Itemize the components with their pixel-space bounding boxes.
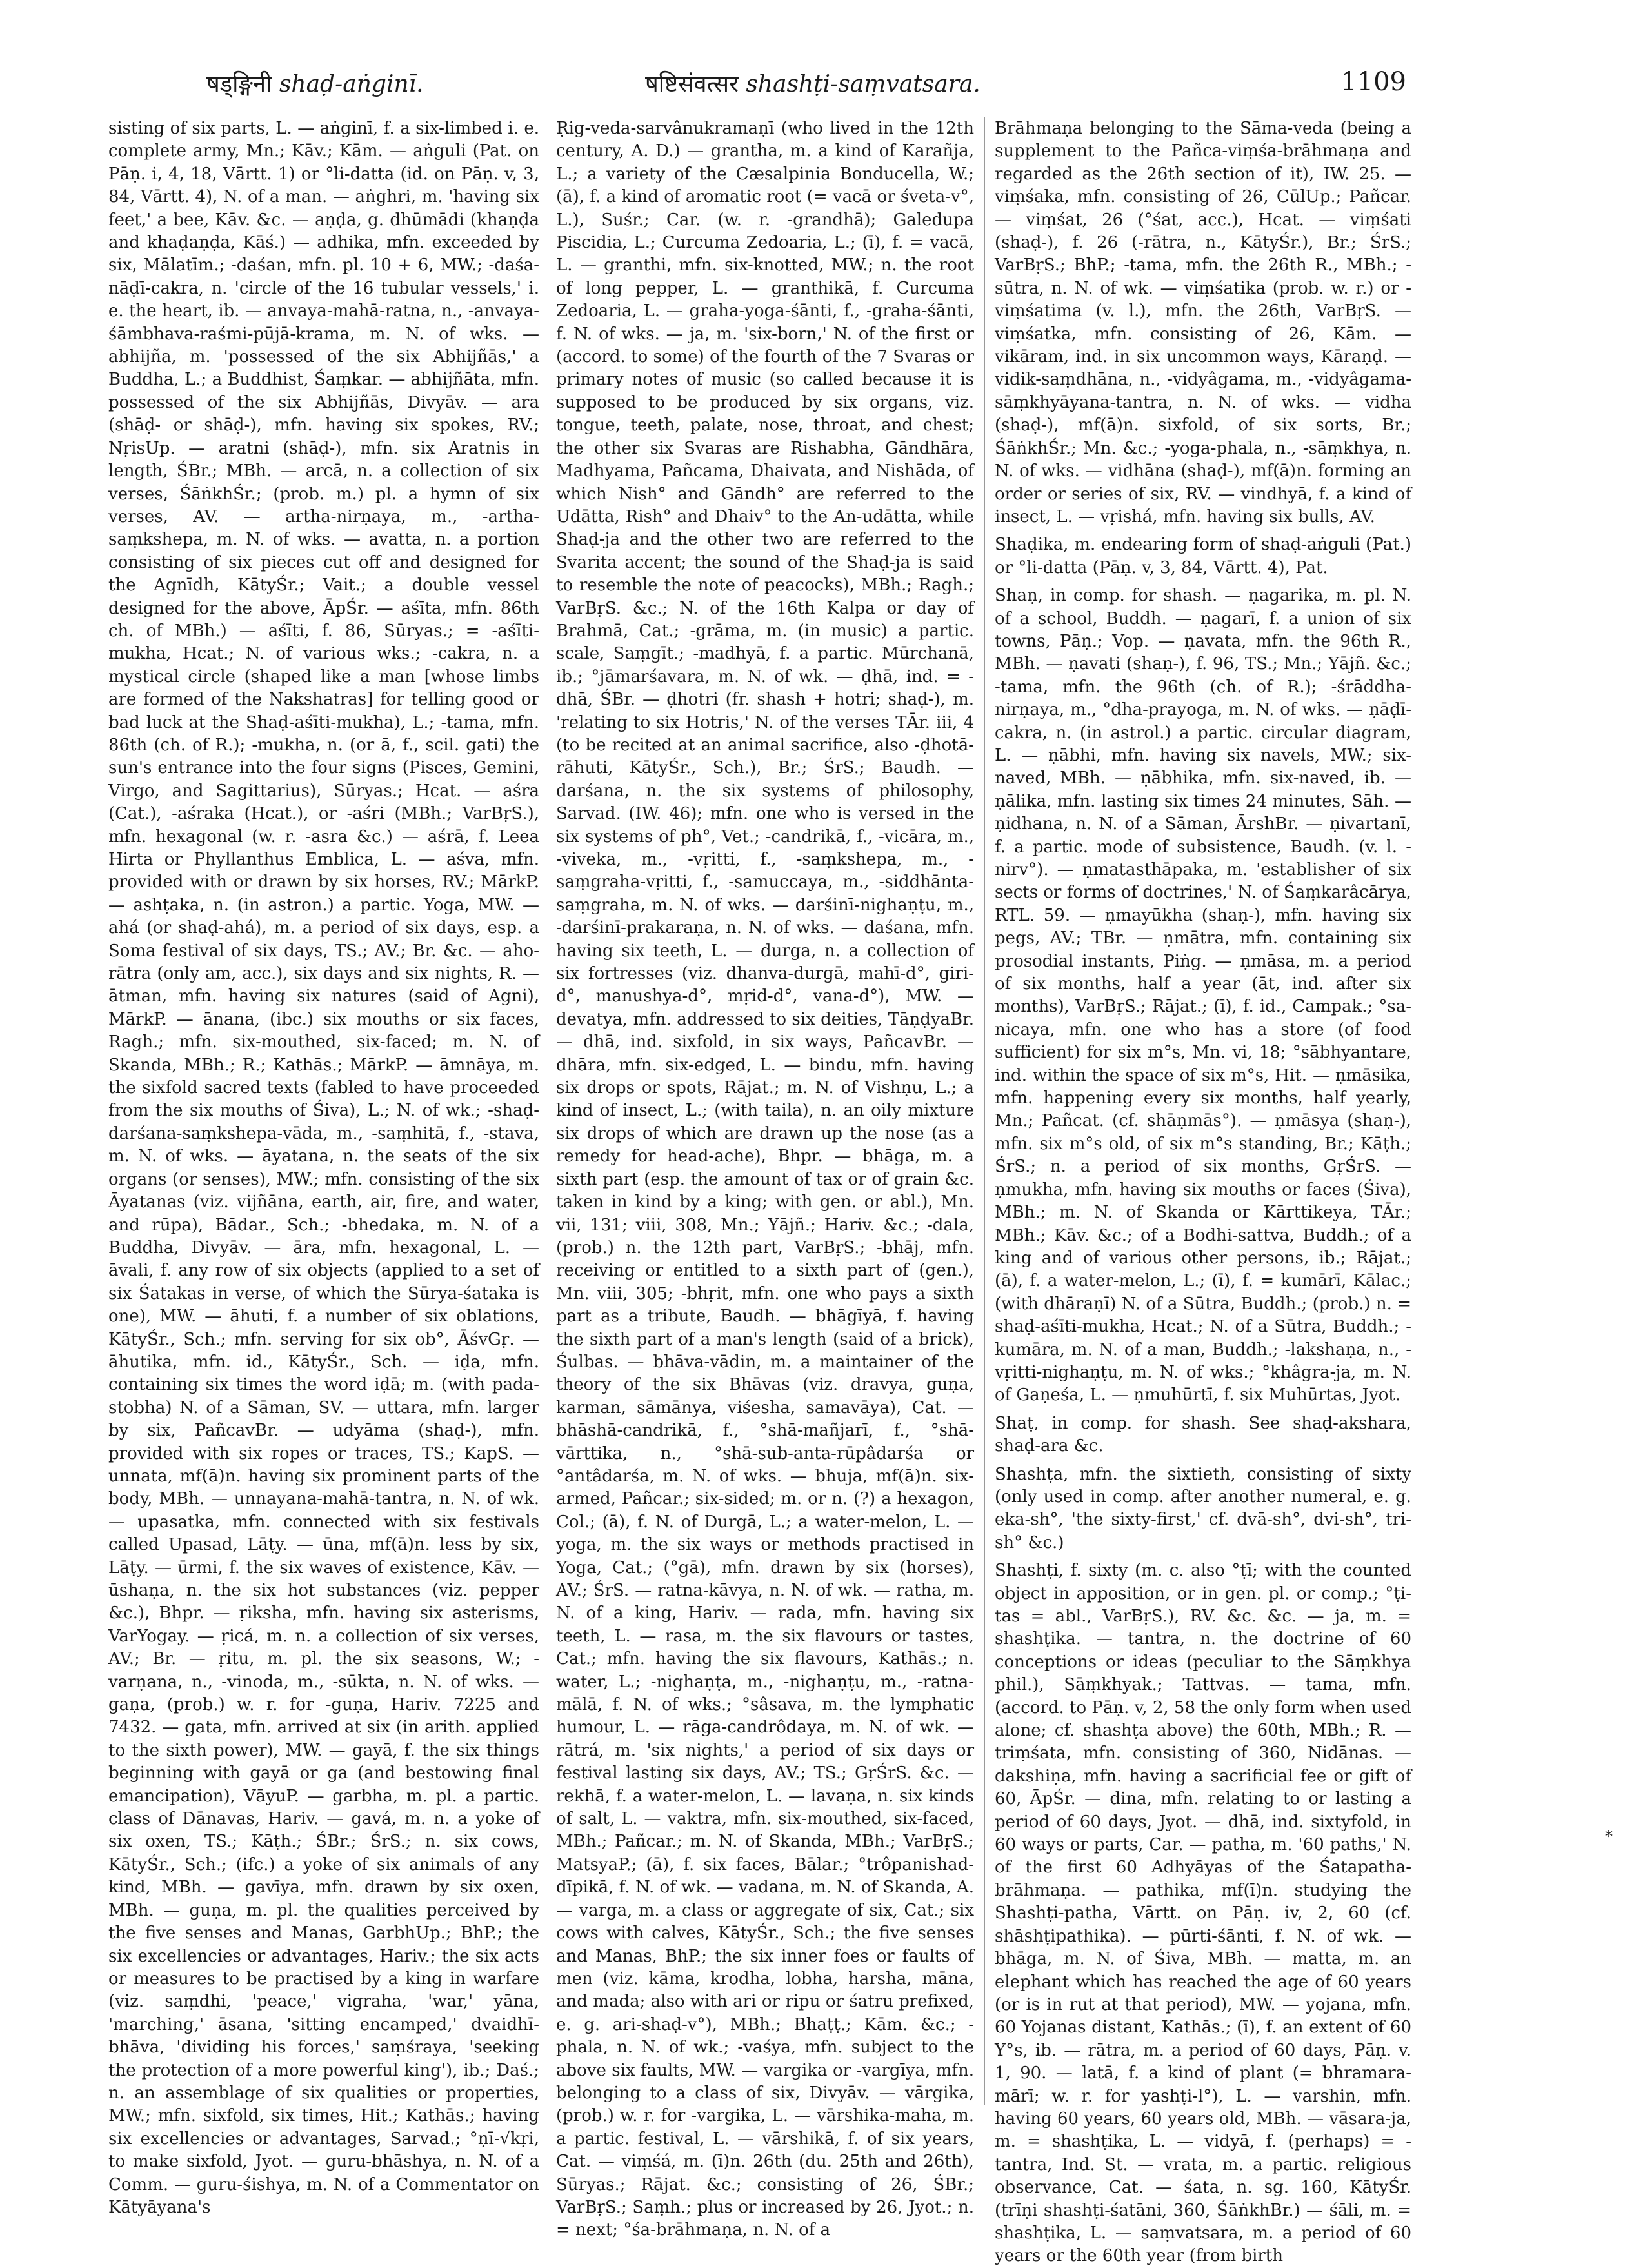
header-mid-devanagari: षष्टिसंवत्सर — [645, 71, 739, 97]
page-header — [116, 67, 1406, 106]
page-number: 1109 — [1340, 67, 1406, 97]
dictionary-entry: Shashṭa, mfn. the sixtieth, consisting of sixty (only used in comp. after another numeral, e. g. eka-sh°, 'the sixty-first,' cf. dvā-sh°, dvi-sh°, tri-sh° &c.) — [995, 1464, 1411, 1552]
dictionary-entry: Shashṭi, f. sixty (m. c. also °ṭī; with the counted object in apposition, or in gen. pl. or comp.; °ṭi-tas = abl., VarBṛS.), RV. &c. &c. — ja, m. = shashṭika. — tantra, n. the doctrine of 60 conceptions or ideas (peculiar to the Sāṃkhya phil.), Sāṃkhyak.; Tattvas. — tama, mfn. (accord. to Pāṇ. v, 2, 58 the only form when used alone; cf. shashṭa above) the 60th, MBh.; R. — triṃśata, mfn. consisting of 360, Nidānas. — dakshiṇa, mfn. having a sacrificial fee or gift of 60, ĀpŚr. — dina, mfn. relating to or lasting a period of 60 days, Jyot. — dhā, ind. sixtyfold, in 60 ways or parts, Car. — patha, m. '60 paths,' N. of the first 60 Adhyāyas of the Śatapatha-brāhmaṇa. — pathika, mf(ī)n. studying the Shashṭi-patha, Vārtt. on Pāṇ. iv, 2, 60 (cf. shāshṭipathika). — pūrti-śānti, f. N. of wk. — bhāga, m. N. of Śiva, MBh. — matta, m. an elephant which has reached the age of 60 years (or is in rut at that period), MW. — yojana, mfn. 60 Yojanas distant, Kathās.; (ī), f. an extent of 60 Y°s, ib. — rātra, m. a period of 60 days, Pāṇ. v. 1, 90. — latā, f. a kind of plant (= bhramara-mārī; w. r. for yashṭi-l°), L. — varshin, mfn. having 60 years, 60 years old, MBh. — vāsara-ja, m. = shashṭika, L. — vidyā, f. (perhaps) = -tantra, Ind. St. — vrata, m. a partic. religious observance, Cat. — śata, n. sg. 160, KātyŚr. (trīṇi shashṭi-śatāni, 360, ŚāṅkhBr.) — śāli, m. = shashṭika, L. — saṃvatsara, m. a period of 60 years or the 60th year (from birth — [995, 1561, 1411, 2266]
dictionary-entry: Brāhmaṇa belonging to the Sāma-veda (being a supplement to the Pañca-viṃśa-brāhmaṇa and regarded as the 26th section of it), IW. 25. — viṃśaka, mfn. consisting of 26, CūlUp.; Pañcar. — viṃśat, 26 (°śat, acc.), Hcat. — viṃśati (shaḍ-), f. 26 (-rātra, n., KātyŚr.), Br.; ŚrS.; VarBṛS.; BhP.; -tama, mfn. the 26th R., MBh.; -sūtra, n. N. of wk. — viṃśatika (prob. w. r.) or -viṃśatima (v. l.), mfn. the 26th, VarBṛS. — viṃśatka, mfn. consisting of 26, Kām. — vikāram, ind. in six uncommon ways, Kāraṇḍ. — vidik-saṃdhāna, n., -vidyâgama, m., -vidyâgama-sāṃkhyāyana-tantra, n. N. of wks. — vidha (shaḍ-), mf(ā)n. sixfold, of six sorts, Br.; ŚāṅkhŚr.; Mn. &c.; -yoga-phala, n., -sāṃkhya, n. N. of wks. — vidhāna (shaḍ-), mf(ā)n. forming an order or series of six, RV. — vindhyā, f. a kind of insect, L. — vṛishá, mfn. having six bulls, AV. — [995, 119, 1411, 527]
column-3 — [995, 117, 1411, 2266]
header-mid-roman: shashṭi-saṃvatsara. — [746, 71, 981, 97]
header-left-roman: shaḍ-aṅginī. — [279, 71, 424, 97]
dictionary-entry: Shaḍika, m. endearing form of shaḍ-aṅguli (Pat.) or °li-datta (Pāṇ. v, 3, 84, Vārtt. 4), Pat. — [995, 535, 1411, 577]
dictionary-entry: sisting of six parts, L. — aṅginī, f. a six-limbed i. e. complete army, Mn.; Kāv.; Kām. — aṅguli (Pat. on Pāṇ. i, 4, 18, Vārtt. 1) or °li-datta (id. on Pāṇ. v, 3, 84, Vārtt. 4), N. of a man. — aṅghri, m. 'having six feet,' a bee, Kāv. &c. — aṇḍa, g. dhūmādi (khaṇḍa and khaḍaṇḍa, Kāś.) — adhika, mfn. exceeded by six, Mālatīm.; -daśan, mfn. pl. 10 + 6, MW.; -daśa-nāḍī-cakra, n. 'circle of the 16 tubular vessels,' i. e. the heart, ib. — anvaya-mahā-ratna, n., -anvaya-śāmbhava-raśmi-pūjā-krama, m. N. of wks. — abhijña, m. 'possessed of the six Abhijñās,' a Buddha, L.; a Buddhist, Śaṃkar. — abhijñāta, mfn. possessed of the six Abhijñās, Divyāv. — ara (shāḍ- or shāḍ-), mfn. having six spokes, RV.; NṛisUp. — aratni (shāḍ-), mfn. six Aratnis in length, ŚBr.; MBh. — arcā, n. a collection of six verses, ŚāṅkhŚr.; (prob. m.) pl. a hymn of six verses, AV. — artha-nirṇaya, m., -artha-saṃkshepa, m. N. of wks. — avatta, n. a portion consisting of six pieces cut off and designed for the Agnīdh, KātyŚr.; Vait.; a double vessel designed for the above, ĀpŚr. — aśīta, mfn. 86th ch. of MBh.) — aśīti, f. 86, Sūryas.; = -aśīti-mukha, Hcat.; N. of various wks.; -cakra, n. a mystical circle (shaped like a man [whose limbs are formed of the Nakshatras] for telling good or bad luck at the Shaḍ-aśīti-mukha), L.; -tama, mfn. 86th (ch. of R.); -mukha, n. (or ā, f., scil. gati) the sun's entrance into the four signs (Pisces, Gemini, Virgo, and Sagittarius), Sūryas.; Hcat. — aśra (Cat.), -aśraka (Hcat.), or -aśri (MBh.; VarBṛS.), mfn. hexagonal (w. r. -asra &c.) — aśrā, f. Leea Hirta or Phyllanthus Emblica, L. — aśva, mfn. provided with or drawn by six horses, RV.; MārkP. — ashṭaka, n. (in astron.) a partic. Yoga, MW. — ahá (or shaḍ-ahá), m. a period of six days, esp. a Soma festival of six days, TS.; AV.; Br. &c. — aho-rātra (only am, acc.), six days and six nights, R. — ātman, mfn. having six natures (said of Agni), MārkP. — ānana, (ibc.) six mouths or six faces, Ragh.; mfn. six-mouthed, six-faced; m. N. of Skanda, MBh.; R.; Kathās.; MārkP. — āmnāya, m. the sixfold sacred texts (fabled to have proceeded from the six mouths of Śiva), L.; N. of wk.; -shaḍ-darśana-saṃkshepa-vāda, m., -saṃhitā, f., -stava, m. N. of wks. — āyatana, n. the seats of the six organs (or senses), MW.; mfn. consisting of the six Āyatanas (viz. vijñāna, earth, air, fire, and water, and rūpa), Bādar., Sch.; -bhedaka, m. N. of a Buddha, Divyāv. — āra, mfn. hexagonal, L. — āvali, f. any row of six objects (applied to a set of six Śatakas in verse, of which the Sūrya-śataka is one), MW. — āhuti, f. a number of six oblations, KātyŚr., Sch.; mfn. serving for six ob°, ĀśvGṛ. — āhutika, mfn. id., KātyŚr., Sch. — iḍa, mfn. containing six times the word iḍā; m. (with pada-stobha) N. of a Sāman, SV. — uttara, mfn. larger by six, PañcavBr. — udyāma (shaḍ-), mfn. provided with six ropes or traces, TS.; KapS. — unnata, mf(ā)n. having six prominent parts of the body, MBh. — unnayana-mahā-tantra, n. N. of wk. — upasatka, mfn. connected with six festivals called Upasad, Lāṭy. — ūna, mf(ā)n. less by six, Lāṭy. — ūrmi, f. the six waves of existence, Kāv. — ūshaṇa, n. the six hot substances (viz. pepper &c.), Bhpr. — ṛiksha, mfn. having six asterisms, VarYogay. — ṛicá, m. n. a collection of six verses, AV.; Br. — ṛitu, m. pl. the six seasons, W.; -varṇana, n., -vinoda, m., -sūkta, n. N. of wks. — gaṇa, (prob.) w. r. for -guṇa, Hariv. 7225 and 7432. — gata, mfn. arrived at six (in arith. applied to the sixth power), MW. — gayā, f. the six things beginning with gayā or ga (and bestowing final emancipation), VāyuP. — garbha, m. pl. a partic. class of Dānavas, Hariv. — gavá, m. n. a yoke of six oxen, TS.; Kāṭh.; ŚBr.; ŚrS.; n. six cows, KātyŚr., Sch.; (ifc.) a yoke of six animals of any kind, MBh. — gavīya, mfn. drawn by six oxen, MBh. — guṇa, m. pl. the qualities perceived by the five senses and Manas, GarbhUp.; BhP.; the six excellencies or advantages, Hariv.; the six acts or measures to be practised by a king in warfare (viz. saṃdhi, 'peace,' vigraha, 'war,' yāna, 'marching,' āsana, 'sitting encamped,' dvaidhī-bhāva, 'dividing his forces,' saṃśraya, 'seeking the protection of a more powerful king'), ib.; Daś.; n. an assemblage of six qualities or properties, MW.; mfn. sixfold, six times, Hit.; Kathās.; having six excellencies or advantages, Sarvad.; °ṇī-√kṛi, to make sixfold, Jyot. — guru-bhāshya, n. N. of a Comm. — guru-śishya, m. N. of a Commentator on Kātyāyana's — [108, 119, 539, 2217]
column-2 — [556, 117, 974, 2240]
dictionary-entry: Shaṇ, in comp. for shash. — ṇagarika, m. pl. N. of a school, Buddh. — ṇagarī, f. a union of six towns, Pāṇ.; Vop. — ṇavata, mfn. the 96th R., MBh. — ṇavati (shaṇ-), f. 96, TS.; Mn.; Yājñ. &c.; -tama, mfn. the 96th (ch. of R.); -śrāddha-nirṇaya, m., °dha-prayoga, m. N. of wks. — ṇāḍī-cakra, n. (in astrol.) a partic. circular diagram, L. — ṇābhi, mfn. having six navels, MW.; six-naved, MBh. — ṇābhika, mfn. six-naved, ib. — ṇālika, mfn. lasting six times 24 minutes, Sāh. — ṇidhana, n. N. of a Sāman, ĀrshBr. — ṇivartanī, f. a partic. mode of subsistence, Baudh. (v. l. -nirv°). — ṇmatasthāpaka, m. 'establisher of six sects or forms of doctrines,' N. of Śaṃkarâcārya, RTL. 59. — ṇmayūkha (shaṇ-), mfn. having six pegs, AV.; TBr. — ṇmātra, mfn. containing six prosodial instants, Piṅg. — ṇmāsa, m. a period of six months, half a year (āt, ind. after six months), VarBṛS.; Rājat.; (ī), f. id., Campak.; °sa-nicaya, mfn. one who has a store (of food sufficient) for six m°s, Mn. vi, 18; °sābhyantare, ind. within the space of six m°s, Hit. — ṇmāsika, mfn. happening every six months, half yearly, Mn.; Pañcat. (cf. shāṇmās°). — ṇmāsya (shaṇ-), mfn. six m°s old, of six m°s standing, Br.; Kāṭh.; ŚrS.; n. a period of six months, GṛŚrS. — ṇmukha, mfn. having six mouths or faces (Śiva), MBh.; m. N. of Skanda or Kārttikeya, TĀr.; MBh.; Kāv. &c.; of a Bodhi-sattva, Buddh.; of a king and of various other persons, ib.; Rājat.; (ā), f. a water-melon, L.; (ī), f. = kumārī, Kālac.; (with dhāraṇī) N. of a Sūtra, Buddh.; (prob.) n. = shaḍ-aśīti-mukha, Hcat.; N. of a Sūtra, Buddh.; -kumāra, m. N. of a man, Buddh.; -lakshaṇa, n., -vṛitti-nighaṇṭu, m. N. of wks.; °khâgra-ja, m. N. of Gaṇeśa, L. — ṇmuhūrtī, f. six Muhūrtas, Jyot. — [995, 586, 1411, 1405]
dictionary-entry: Ṛig-veda-sarvânukramaṇī (who lived in the 12th century, A. D.) — grantha, m. a kind of Karañja, L.; a variety of the Cæsalpinia Bonducella, W.; (ā), f. a kind of aromatic root (= vacā or śveta-v°, L.), Suśr.; Car. (w. r. -grandhā); Galedupa Piscidia, L.; Curcuma Zedoaria, L.; (ī), f. = vacā, L. — granthi, mfn. six-knotted, MW.; n. the root of long pepper, L. — granthikā, f. Curcuma Zedoaria, L. — graha-yoga-śānti, f., -graha-śānti, f. N. of wks. — ja, m. 'six-born,' N. of the first or (accord. to some) of the fourth of the 7 Svaras or primary notes of music (so called because it is supposed to be produced by six organs, viz. tongue, teeth, palate, nose, throat, and chest; the other six Svaras are Rishabha, Gāndhāra, Madhyama, Pañcama, Dhaivata, and Nishāda, of which Nish° and Gāndh° are referred to the Udātta, Rish° and Dhaiv° to the An-udātta, while Shaḍ-ja and the other two are referred to the Svarita accent; the sound of the Shaḍ-ja is said to resemble the note of peacocks), MBh.; Ragh.; VarBṛS. &c.; N. of the 16th Kalpa or day of Brahmā, Cat.; -grāma, m. (in music) a partic. scale, Saṃgīt.; -madhyā, f. a partic. Mūrchanā, ib.; °jāmarśavara, m. N. of wk. — ḍhā, ind. = -dhā, ŚBr. — ḍhotri (fr. shash + hotri; shaḍ-), m. 'relating to six Hotris,' N. of the verses TĀr. iii, 4 (to be recited at an animal sacrifice, also -ḍhotā-rāhuti, KātyŚr., Sch.), Br.; ŚrS.; Baudh. — darśana, n. the six systems of philosophy, Sarvad. (IW. 46); mfn. one who is versed in the six systems of ph°, Vet.; -candrikā, f., -vicāra, m., -viveka, m., -vṛitti, f., -saṃkshepa, m., -saṃgraha-vṛitti, f., -samuccaya, m., -siddhānta-saṃgraha, m. N. of wks. — darśinī-nighaṇṭu, m., -darśinī-prakaraṇa, n. N. of wks. — daśana, mfn. having six teeth, L. — durga, n. a collection of six fortresses (viz. dhanva-durgā, mahī-d°, giri-d°, manushya-d°, mṛid-d°, vana-d°), MW. — devatya, mfn. addressed to six deities, TāṇḍyaBr. — dhā, ind. sixfold, in six ways, PañcavBr. — dhāra, mfn. six-edged, L. — bindu, mfn. having six drops or spots, Rājat.; m. N. of Vishṇu, L.; a kind of insect, L.; (with taila), n. an oily mixture six drops of which are drawn up the nose (as a remedy for head-ache), Bhpr. — bhāga, m. a sixth part (esp. the amount of tax or of grain &c. taken in kind by a king; with gen. or abl.), Mn. vii, 131; viii, 308, Mn.; Yājñ.; Hariv. &c.; -dala, (prob.) n. the 12th part, VarBṛS.; -bhāj, mfn. receiving or entitled to a sixth part of (gen.), Mn. viii, 305; -bhṛit, mfn. one who pays a sixth part as a tribute, Baudh. — bhāgīyā, f. having the sixth part of a man's length (said of a brick), Śulbas. — bhāva-vādin, m. a maintainer of the theory of the six Bhāvas (viz. dravya, guṇa, karman, sāmānya, viśesha, samavāya), Cat. — bhāshā-candrikā, f., °shā-mañjarī, f., °shā-vārttika, n., °shā-sub-anta-rūpâdarśa or °antâdarśa, m. N. of wks. — bhuja, mf(ā)n. six-armed, Pañcar.; six-sided; m. or n. (?) a hexagon, Col.; (ā), f. N. of Durgā, L.; a water-melon, L. — yoga, m. the six ways or methods practised in Yoga, Cat.; (°gā), mfn. drawn by six (horses), AV.; ŚrS. — ratna-kāvya, n. N. of wk. — ratha, m. N. of a king, Hariv. — rada, mfn. having six teeth, L. — rasa, m. the six flavours or tastes, Cat.; mfn. having the six flavours, Kathās.; n. water, L.; -nighaṇṭa, m., -nighaṇṭu, m., -ratna-mālā, f. N. of wks.; °sâsava, m. the lymphatic humour, L. — rāga-candrôdaya, m. N. of wk. — rātrá, m. 'six nights,' a period of six days or festival lasting six days, AV.; TS.; GṛŚrS. &c. — rekhā, f. a water-melon, L. — lavaṇa, n. six kinds of salt, L. — vaktra, mfn. six-mouthed, six-faced, MBh.; Pañcar.; m. N. of Skanda, MBh.; VarBṛS.; MatsyaP.; (ā), f. six faces, Bālar.; °trôpanishad-dīpikā, f. N. of wk. — vadana, m. N. of Skanda, A. — varga, m. a class or aggregate of six, Cat.; six cows with calves, KātyŚr., Sch.; the five senses and Manas, BhP.; the six inner foes or faults of men (viz. kāma, krodha, lobha, harsha, māna, and mada; also with ari or ripu or śatru prefixed, e. g. ari-shaḍ-v°), MBh.; Bhaṭṭ.; Kām. &c.; -phala, n. N. of wk.; -vaśya, mfn. subject to the above six faults, MW. — vargika or -vargīya, mfn. belonging to a class of six, Divyāv. — vārgika, (prob.) w. r. for -vargika, L. — vārshika-maha, m. a partic. festival, L. — vārshikā, f. of six years, Cat. — viṃśá, m. (ī)n. 26th (du. 25th and 26th), Sūryas.; Rājat. &c.; consisting of 26, ŚBr.; VarBṛS.; Saṃh.; plus or increased by 26, Jyot.; n. = next; °śa-brāhmaṇa, n. N. of a — [556, 119, 974, 2240]
header-left-guideword — [206, 67, 424, 99]
header-right-guideword — [645, 67, 981, 99]
dictionary-entry: Shaṭ, in comp. for shash. See shaḍ-akshara, shaḍ-ara &c. — [995, 1413, 1411, 1456]
column-1 — [108, 117, 539, 2217]
header-left-devanagari: षड्ङ्गिनी — [206, 71, 272, 97]
dictionary-columns — [108, 117, 1411, 2266]
margin-mark: * — [1605, 1827, 1613, 1845]
